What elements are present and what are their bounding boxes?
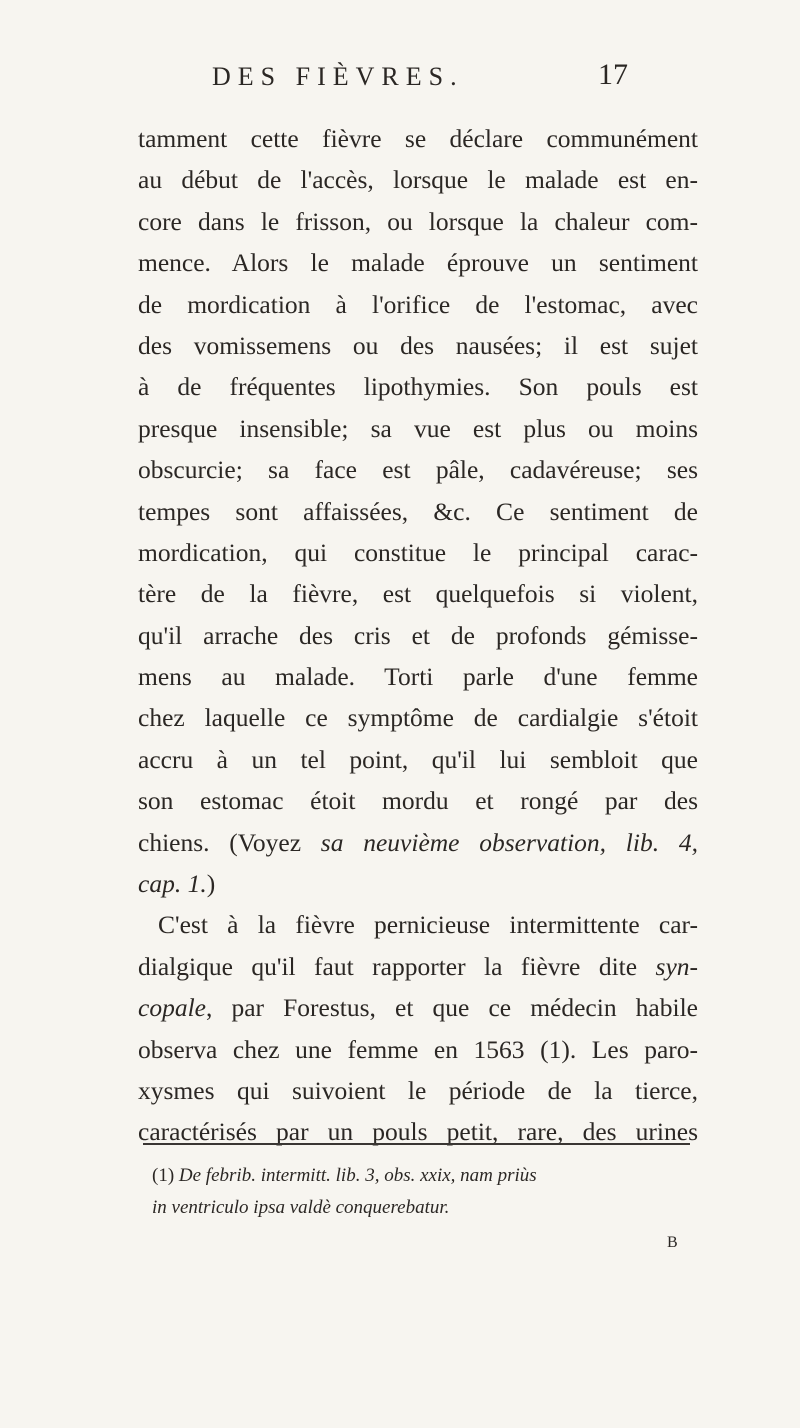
footnote-marker: (1) — [152, 1165, 179, 1186]
citation-italic: sa neuvième observation, lib. 4, — [320, 827, 698, 857]
footnote-line — [152, 1160, 712, 1192]
main-text — [138, 118, 698, 1153]
page-number: 17 — [598, 58, 628, 91]
footnote — [152, 1160, 712, 1224]
text-span: ) — [206, 869, 216, 899]
text-line: à de fréquentes lipothymies. Son pouls est — [138, 372, 698, 402]
text-line: caractérisés par un pouls petit, rare, des urines — [138, 1117, 698, 1147]
text-line — [138, 946, 698, 987]
text-line — [138, 863, 698, 904]
footnote-text: in ventriculo ipsa valdè conquerebatur. — [152, 1197, 450, 1218]
text-line: son estomac étoit mordu et rongé par des — [138, 786, 698, 816]
text-line: tempes sont affaissées, &c. Ce sentiment de — [138, 496, 698, 526]
citation-italic: cap. 1. — [138, 869, 207, 899]
footnote-line — [152, 1192, 712, 1224]
text-line: xysmes qui suivoient le période de la tierce, — [138, 1075, 698, 1105]
text-line: chez laquelle ce symptôme de cardialgie s'étoit — [138, 703, 698, 733]
text-line: tamment cette fièvre se déclare communément — [138, 124, 698, 153]
text-line — [138, 987, 698, 1028]
text-line: accru à un tel point, qu'il lui sembloit que — [138, 744, 698, 774]
text-line: presque insensible; sa vue est plus ou moins — [138, 413, 698, 443]
text-line: observa chez une femme en 1563 (1). Les paro- — [138, 1034, 698, 1064]
text-line: des vomissemens ou des nausées; il est sujet — [138, 330, 698, 360]
term-italic: syn- — [655, 951, 698, 981]
text-line: mence. Alors le malade éprouve un sentiment — [138, 248, 698, 278]
text-line: qu'il arrache des cris et de profonds gémisse- — [138, 620, 698, 650]
footnote-text: De febrib. intermitt. lib. 3, obs. xxix, nam priùs — [178, 1165, 537, 1186]
term-italic: copale — [138, 993, 206, 1023]
text-span: dialgique qu'il faut rapporter la fièvre dite — [138, 951, 656, 981]
text-span: , par Forestus, et que ce médecin habile — [205, 993, 698, 1023]
text-line: core dans le frisson, ou lorsque la chaleur com- — [138, 206, 698, 236]
signature-mark: B — [667, 1234, 678, 1251]
text-span: chiens. (Voyez — [138, 827, 321, 857]
running-header: DES FIÈVRES. — [212, 62, 464, 91]
text-line: mordication, qui constitue le principal carac- — [138, 537, 698, 567]
text-line: au début de l'accès, lorsque le malade est en- — [138, 165, 698, 195]
text-line — [138, 822, 698, 863]
text-line: mens au malade. Torti parle d'une femme — [138, 662, 698, 692]
text-line: obscurcie; sa face est pâle, cadavéreuse; ses — [138, 455, 698, 485]
paragraph-start-line: C'est à la fièvre pernicieuse intermittente car- — [158, 910, 698, 940]
footnote-divider — [143, 1143, 690, 1145]
text-line: tère de la fièvre, est quelquefois si violent, — [138, 579, 698, 609]
text-line: de mordication à l'orifice de l'estomac, avec — [138, 289, 698, 319]
